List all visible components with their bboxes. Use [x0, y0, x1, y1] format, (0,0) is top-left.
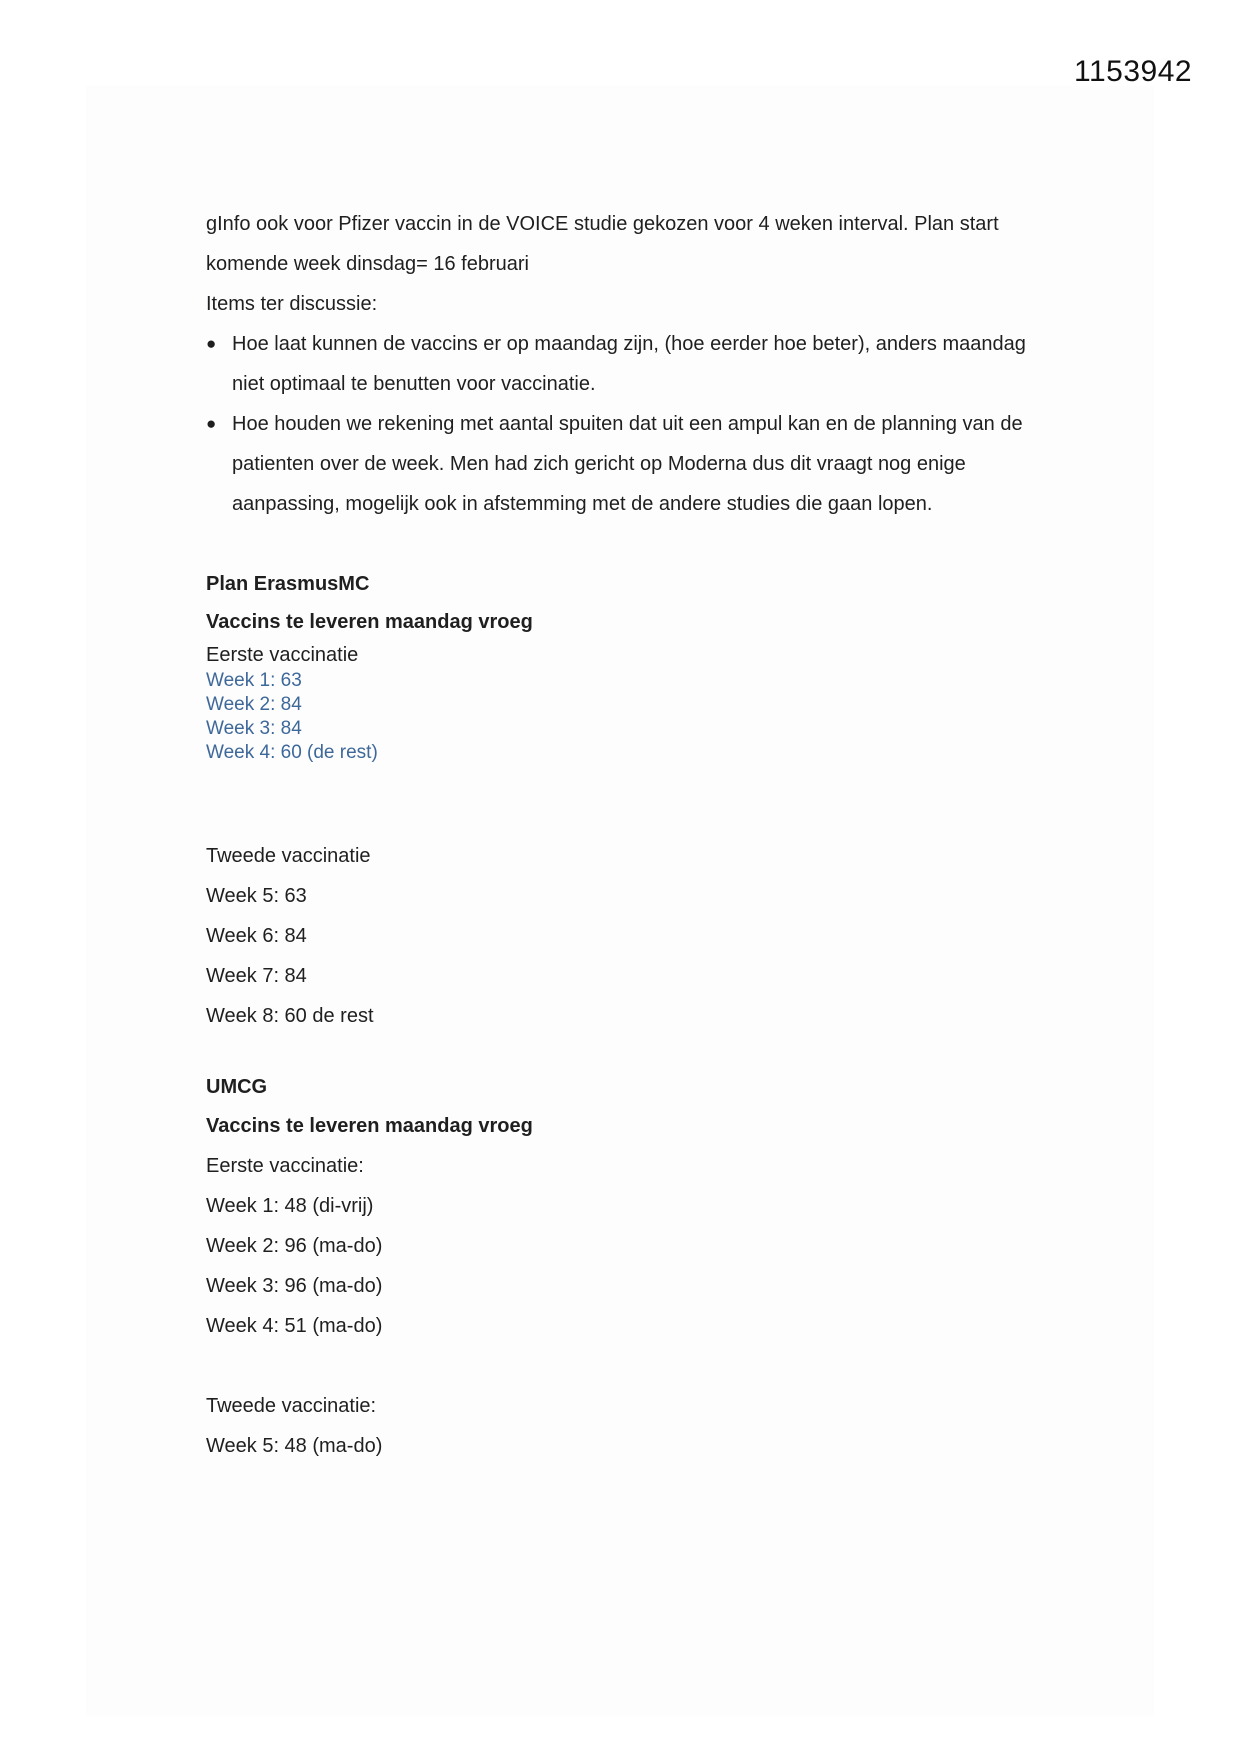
- week-line: Week 5: 63: [206, 885, 307, 907]
- section-umcg: [206, 1068, 1066, 1346]
- intro-line: komende week dinsdag= 16 februari: [206, 253, 529, 275]
- section-subtitle: Vaccins te leveren maandag vroeg: [206, 611, 533, 633]
- week-line: Week 6: 84: [206, 925, 307, 947]
- document-number: 1153942: [1074, 55, 1193, 88]
- bullet-text: [232, 324, 1066, 404]
- week-line: Week 4: 60 (de rest): [206, 742, 378, 763]
- section-title: UMCG: [206, 1076, 268, 1098]
- week-line: Week 4: 51 (ma-do): [206, 1315, 383, 1337]
- bullet-line: Hoe laat kunnen de vaccins er op maandag zijn, (hoe eerder hoe beter), anders maandag: [232, 333, 1026, 355]
- section-erasmusmc-second: [206, 836, 1066, 1036]
- first-vaccination-label: Eerste vaccinatie:: [206, 1155, 364, 1177]
- bullet-line: niet optimaal te benutten voor vaccinatie.: [232, 373, 596, 395]
- section-title: Plan ErasmusMC: [206, 573, 370, 595]
- bullet-line: aanpassing, mogelijk ook in afstemming met de andere studies die gaan lopen.: [232, 493, 933, 515]
- discussion-items: [206, 324, 1066, 524]
- intro-paragraph: [206, 204, 1066, 324]
- week-line: Week 3: 84: [206, 718, 302, 739]
- first-vaccination-label: Eerste vaccinatie: [206, 644, 359, 666]
- week-line: Week 1: 63: [206, 670, 302, 691]
- week-line: Week 8: 60 de rest: [206, 1005, 374, 1027]
- bullet-line: Hoe houden we rekening met aantal spuiten dat uit een ampul kan en de planning van de: [232, 413, 1023, 435]
- section-subtitle: Vaccins te leveren maandag vroeg: [206, 1115, 533, 1137]
- week-line: Week 5: 48 (ma-do): [206, 1435, 383, 1457]
- bullet-list: [206, 324, 1066, 524]
- second-vaccination-label: Tweede vaccinatie: [206, 845, 371, 867]
- week-line: Week 2: 96 (ma-do): [206, 1235, 383, 1257]
- week-line: Week 2: 84: [206, 694, 302, 715]
- items-heading: Items ter discussie:: [206, 293, 378, 315]
- week-line: Week 7: 84: [206, 965, 307, 987]
- week-line: Week 1: 48 (di-vrij): [206, 1195, 374, 1217]
- week-line: Week 3: 96 (ma-do): [206, 1275, 383, 1297]
- bullet-icon: ●: [206, 414, 217, 433]
- second-vaccination-label: Tweede vaccinatie:: [206, 1395, 377, 1417]
- list-item: [206, 324, 1066, 404]
- bullet-line: patienten over de week. Men had zich gericht op Moderna dus dit vraagt nog enige: [232, 453, 966, 475]
- bullet-text: [232, 404, 1066, 524]
- bullet-icon: ●: [206, 334, 217, 353]
- section-umcg-second: [206, 1386, 1066, 1466]
- list-item: [206, 404, 1066, 524]
- intro-line: gInfo ook voor Pfizer vaccin in de VOICE studie gekozen voor 4 weken interval. Plan start: [206, 213, 999, 235]
- section-erasmusmc: [206, 565, 1066, 765]
